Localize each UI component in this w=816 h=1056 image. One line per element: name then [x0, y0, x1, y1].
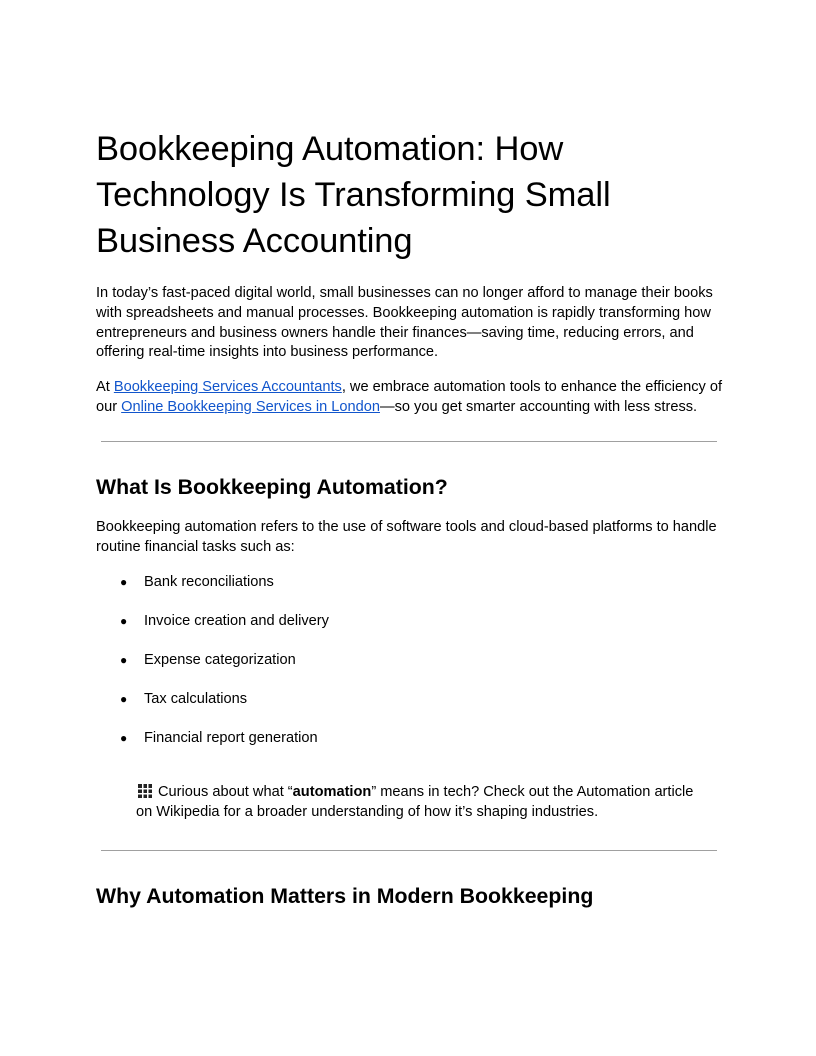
- note-text: Curious about what “: [158, 784, 293, 800]
- list-item-text: Expense categorization: [144, 652, 296, 668]
- section-divider: [101, 850, 717, 851]
- bullet-icon: ●: [120, 653, 128, 667]
- bullet-icon: ●: [120, 692, 128, 706]
- section-heading-why-automation: Why Automation Matters in Modern Bookkeeping: [96, 884, 594, 908]
- list-item: [96, 573, 329, 612]
- list-item: [96, 651, 329, 690]
- section-paragraph: Bookkeeping automation refers to the use of software tools and cloud-based platforms to handle routine financial tasks such as:: [96, 519, 717, 555]
- paragraph-text: , we embrace automation tools to enhance the efficiency of our: [96, 379, 723, 415]
- list-item-text: Tax calculations: [144, 691, 248, 707]
- section-heading-what-is: What Is Bookkeeping Automation?: [96, 475, 448, 499]
- list-item: [96, 612, 329, 651]
- automation-note: [136, 783, 696, 823]
- bullet-icon: ●: [120, 614, 128, 628]
- page-title: Bookkeeping Automation: How Technology Is Transforming Small Business Accounting: [96, 130, 611, 260]
- grid-icon: [138, 784, 152, 798]
- bookkeeping-services-link[interactable]: Bookkeeping Services Accountants: [113, 379, 342, 396]
- online-bookkeeping-london-link[interactable]: Online Bookkeeping Services in London: [121, 398, 380, 415]
- note-text: ” means in tech? Check out the Automation article on Wikipedia for a broader understanding of how it’s shaping industries.: [136, 784, 694, 820]
- list-item: [96, 729, 329, 768]
- list-item-text: Invoice creation and delivery: [144, 613, 329, 629]
- task-list: [96, 573, 329, 768]
- section-divider: [101, 441, 717, 442]
- intro-paragraph: In today’s fast-paced digital world, small businesses can no longer afford to manage their books with spreadsheets and manual processes. Bookkeeping automation is rapidly transforming how entrepreneurs and business owners handle their finances—saving time, reducing errors, and offering real-time insights into business performance.: [96, 285, 713, 361]
- paragraph-text: At: [96, 379, 114, 396]
- list-item: [96, 690, 329, 729]
- document-page: [96, 126, 724, 908]
- services-paragraph: [96, 378, 724, 418]
- bullet-icon: ●: [120, 731, 128, 745]
- list-item-text: Financial report generation: [144, 730, 318, 746]
- list-item-text: Bank reconciliations: [144, 574, 274, 590]
- note-emphasis: automation: [292, 784, 372, 800]
- bullet-icon: ●: [120, 575, 128, 589]
- paragraph-text: —so you get smarter accounting with less stress.: [379, 398, 698, 415]
